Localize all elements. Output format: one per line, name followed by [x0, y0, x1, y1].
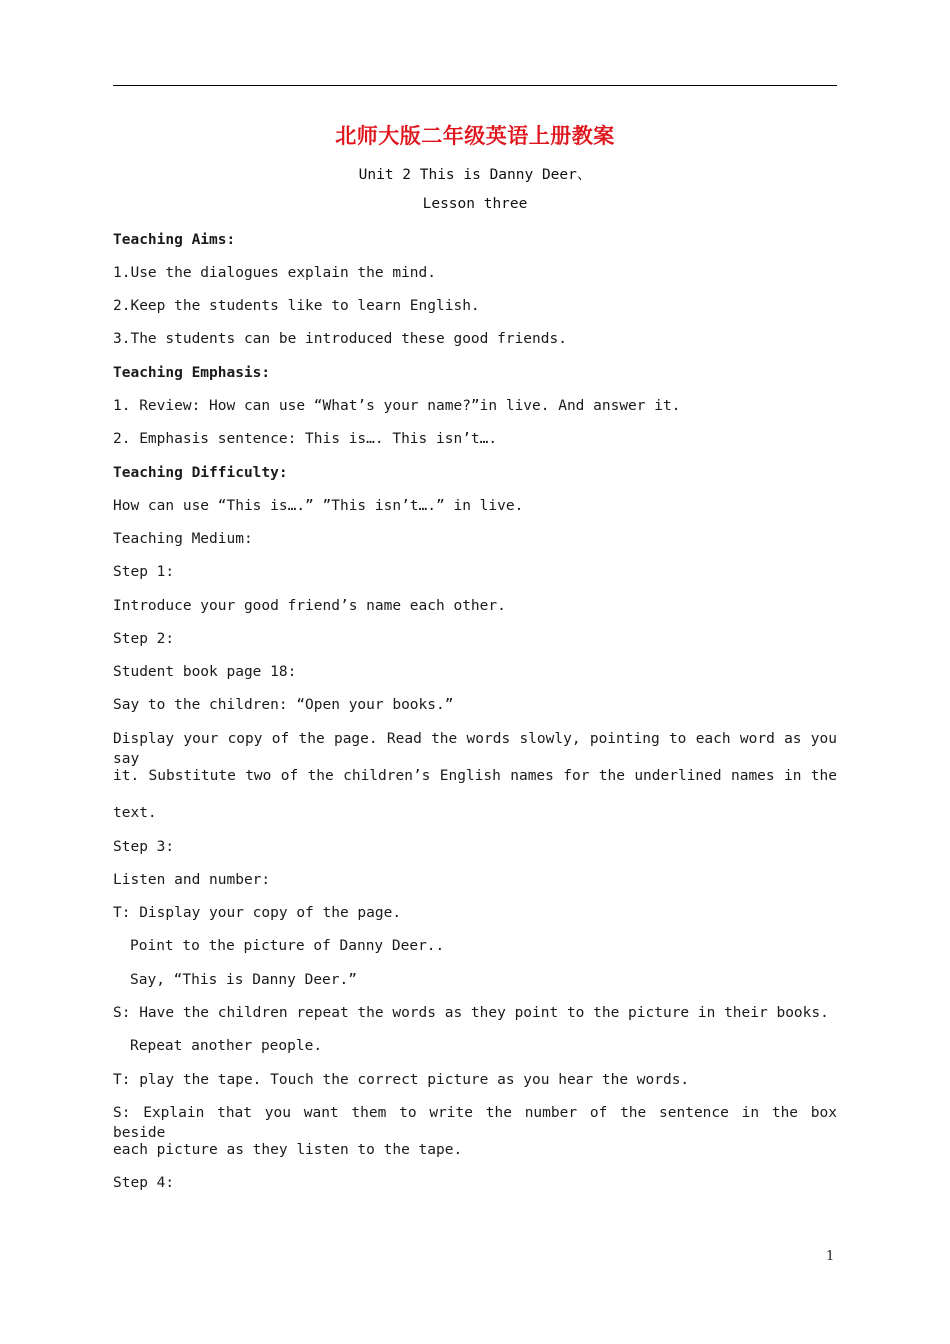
aims-heading: Teaching Aims: [113, 232, 236, 248]
difficulty-heading: Teaching Difficulty: [113, 465, 288, 481]
unit-title: Unit 2 This is Danny Deer、 [358, 167, 592, 183]
step3-teacher-line: T: Display your copy of the page. [113, 905, 402, 921]
step3-student-repeat: Repeat another people. [130, 1038, 323, 1054]
step3-teacher-line: T: play the tape. Touch the correct picture as you hear the words. [113, 1072, 690, 1088]
header-rule [113, 85, 837, 86]
step3-student-line: S: Explain that you want them to write the number of the sentence in the box beside [113, 1105, 837, 1141]
aims-item: 1.Use the dialogues explain the mind. [113, 265, 437, 281]
step2-display-line: Display your copy of the page. Read the words slowly, pointing to each word as you say [113, 731, 837, 767]
aims-item: 3.The students can be introduced these good friends. [113, 331, 567, 347]
emphasis-item: 2. Emphasis sentence: This is…. This isn’t…. [113, 431, 498, 447]
step1-text: Introduce your good friend’s name each other. [113, 598, 506, 614]
step1-label: Step 1: [113, 564, 175, 580]
step2-label: Step 2: [113, 631, 175, 647]
page-number: 1 [826, 1249, 835, 1264]
lesson-title: Lesson three [422, 196, 528, 212]
document-title: 北师大版二年级英语上册教案 [335, 124, 615, 148]
step3-teacher-say: Say, “This is Danny Deer.” [130, 972, 357, 988]
difficulty-text: How can use “This is….” ”This isn’t….” in live. [113, 498, 524, 514]
step2-say: Say to the children: “Open your books.” [113, 697, 454, 713]
step4-label: Step 4: [113, 1175, 175, 1191]
step3-listen: Listen and number: [113, 872, 271, 888]
step3-student-line: S: Have the children repeat the words as they point to the picture in their books. [113, 1005, 829, 1021]
step3-student-line: each picture as they listen to the tape. [113, 1142, 463, 1158]
emphasis-item: 1. Review: How can use “What’s your name?”in live. And answer it. [113, 398, 681, 414]
step3-label: Step 3: [113, 839, 175, 855]
step3-teacher-point: Point to the picture of Danny Deer.. [130, 938, 445, 954]
emphasis-heading: Teaching Emphasis: [113, 365, 271, 381]
medium-heading: Teaching Medium: [113, 531, 253, 547]
step2-page: Student book page 18: [113, 664, 297, 680]
step2-display-line: it. Substitute two of the children’s English names for the underlined names in the [113, 768, 837, 784]
step2-display-line: text. [113, 805, 157, 821]
aims-item: 2.Keep the students like to learn English. [113, 298, 480, 314]
